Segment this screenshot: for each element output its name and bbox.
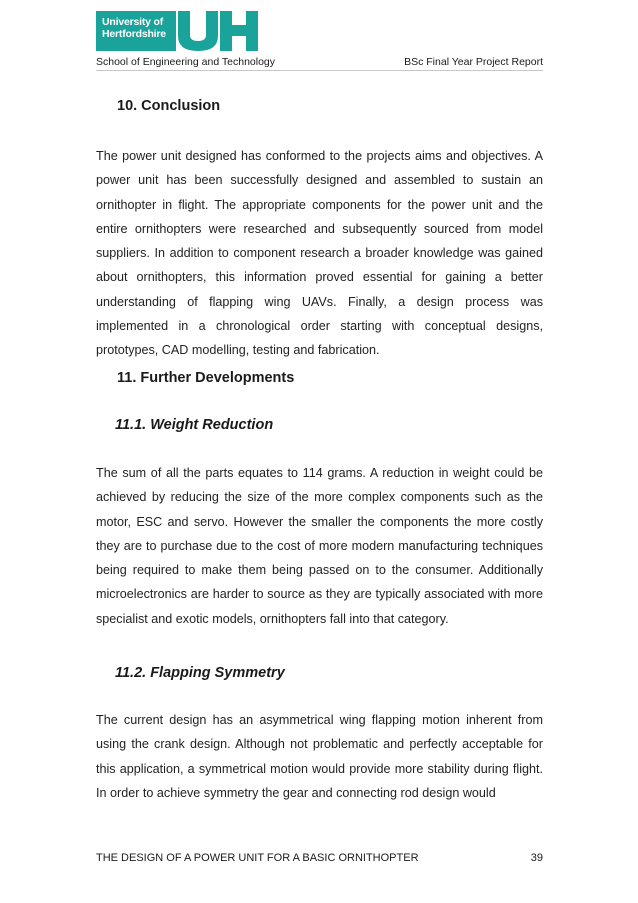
heading-further-developments: 11. Further Developments [117, 370, 295, 386]
flapping-symmetry-paragraph: The current design has an asymmetrical wing flapping motion inherent from using the crank design. Although not problematic and perfectly acceptable for this application, a symmetrical motion would provide more stability during flight. In order to achieve symmetry the gear and connecting rod design would [96, 713, 543, 800]
logo-letter-u [178, 11, 218, 51]
page-number: 39 [530, 853, 543, 863]
university-logo [96, 11, 258, 51]
heading-conclusion: 10. Conclusion [117, 98, 221, 114]
conclusion-paragraph: The power unit designed has conformed to the projects aims and objectives. A power unit has been successfully designed and assembled to sustain an ornithopter in flight. The appropriate components for the power unit and the entire ornithopters were researched and subsequently sourced from model suppliers. In addition to component research a broader knowledge was gained about ornithopters, this information proved essential for gaining a better understanding of flapping wing UAVs. Finally, a design process was implemented in a chronological order starting with conceptual designs, prototypes, CAD modelling, testing and fabrication. [96, 149, 543, 358]
footer-title: THE DESIGN OF A POWER UNIT FOR A BASIC ORNITHOPTER [96, 853, 419, 863]
weight-reduction-paragraph: The sum of all the parts equates to 114 grams. A reduction in weight could be achieved by reducing the size of the more complex components such as the motor, ESC and servo. However the smaller the components the more costly they are to purchase due to the cost of more modern manufacturing techniques being required to make them being passed on to the consumer. Additionally microelectronics are harder to source as they are typically associated with more specialist and exotic models, ornithopters fall into that category. [96, 466, 543, 626]
heading-weight-reduction: 11.1. Weight Reduction [115, 417, 274, 433]
logo-letter-h [220, 11, 258, 51]
header-divider [96, 70, 543, 71]
logo-name-line1: University of [102, 16, 163, 28]
logo-name-line2: Hertfordshire [102, 28, 166, 40]
header-report: BSc Final Year Project Report [404, 56, 543, 68]
page-footer [96, 853, 543, 863]
logo-name-box [96, 11, 176, 51]
heading-flapping-symmetry: 11.2. Flapping Symmetry [115, 665, 285, 681]
header-school: School of Engineering and Technology [96, 56, 276, 68]
logo-name-text [102, 16, 166, 40]
